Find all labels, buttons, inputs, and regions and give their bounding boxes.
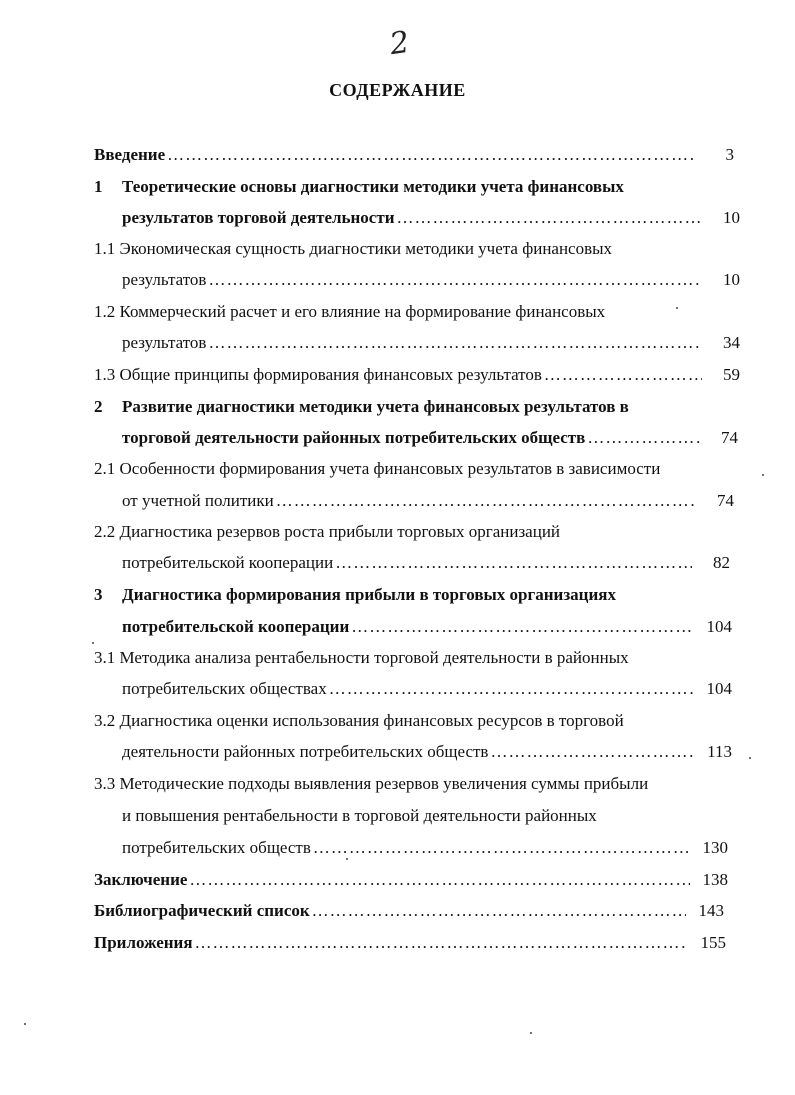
leader-dots bbox=[206, 268, 702, 292]
toc-entry-section-3-3 bbox=[122, 836, 728, 860]
scan-speck bbox=[24, 1023, 26, 1025]
scan-speck bbox=[92, 642, 94, 644]
toc-entry-section-1-2 bbox=[122, 331, 740, 355]
toc-page-number: 104 bbox=[706, 617, 732, 636]
toc-entry-section-3-2 bbox=[122, 740, 732, 764]
scan-speck bbox=[346, 858, 348, 860]
toc-section-title-line: 1.1 Экономическая сущность диагностики методики учета финансовых bbox=[94, 239, 613, 258]
leader-dots bbox=[274, 489, 696, 513]
toc-entry-label: от учетной политики bbox=[122, 491, 274, 510]
toc-entry-conclusion bbox=[94, 868, 728, 892]
toc-section-title-line: 3.2 Диагностика оценки использования финансовых ресурсов в торговой bbox=[94, 711, 624, 730]
toc-page-number: 34 bbox=[723, 333, 740, 352]
toc-section-title-line: 1.2 Коммерческий расчет и его влияние на формирование финансовых bbox=[94, 302, 606, 321]
leader-dots bbox=[333, 551, 692, 575]
toc-page-number: 130 bbox=[702, 838, 728, 857]
toc-page-number: 155 bbox=[700, 933, 726, 952]
toc-entry-section-1-3 bbox=[94, 363, 740, 387]
toc-chapter-number: 2 bbox=[94, 397, 103, 416]
toc-section-title-line: 3.1 Методика анализа рентабельности торговой деятельности в районных bbox=[94, 648, 629, 667]
toc-page-number: 143 bbox=[698, 901, 724, 920]
toc-entry-section-1-1 bbox=[122, 268, 740, 292]
toc-chapter-number: 3 bbox=[94, 585, 103, 604]
toc-page-number: 10 bbox=[723, 208, 740, 227]
toc-entry-section-2-2 bbox=[122, 551, 730, 575]
toc-entry-label: Приложения bbox=[94, 933, 193, 952]
leader-dots bbox=[395, 206, 703, 230]
toc-entry-section-2-1 bbox=[122, 489, 734, 513]
leader-dots bbox=[542, 363, 702, 387]
toc-entry-bibliography bbox=[94, 899, 724, 923]
toc-section-title-line: 2.2 Диагностика резервов роста прибыли торговых организаций bbox=[94, 522, 561, 541]
toc-entry-label: торговой деятельности районных потребительских обществ bbox=[122, 428, 586, 447]
leader-dots bbox=[310, 899, 686, 923]
toc-chapter-number: 1 bbox=[94, 177, 103, 196]
toc-chapter-title-line: Диагностика формирования прибыли в торговых организациях bbox=[122, 585, 616, 604]
toc-section-title-line: 2.1 Особенности формирования учета финансовых результатов в зависимости bbox=[94, 459, 661, 478]
toc-page-number: 113 bbox=[707, 742, 732, 761]
toc-entry-label: результатов bbox=[122, 270, 207, 289]
toc-entry-label: Введение bbox=[94, 145, 166, 164]
leader-dots bbox=[349, 615, 694, 639]
toc-section-title-line: 3.3 Методические подходы выявления резервов увеличения суммы прибыли bbox=[94, 774, 649, 793]
toc-page-number: 3 bbox=[725, 145, 734, 164]
toc-entry-label: деятельности районных потребительских обществ bbox=[122, 742, 489, 761]
toc-entry-label: потребительской кооперации bbox=[122, 553, 334, 572]
scan-speck bbox=[676, 307, 678, 309]
toc-entry-label: потребительских обществ bbox=[122, 838, 311, 857]
leader-dots bbox=[165, 143, 696, 167]
toc-page-number: 59 bbox=[723, 365, 740, 384]
toc-page-number: 104 bbox=[706, 679, 732, 698]
toc-entry-chapter-3 bbox=[122, 615, 732, 639]
toc-entry-label: 1.3 Общие принципы формирования финансовых результатов bbox=[94, 365, 542, 384]
leader-dots bbox=[488, 740, 694, 764]
toc-chapter-title-line: Теоретические основы диагностики методики учета финансовых bbox=[122, 177, 624, 196]
toc-entry-chapter-1 bbox=[122, 206, 740, 230]
toc-page-number: 82 bbox=[713, 553, 730, 572]
toc-entry-intro bbox=[94, 143, 734, 167]
toc-section-title-line: и повышения рентабельности в торговой деятельности районных bbox=[122, 806, 597, 825]
toc-entry-label: Библиографический список bbox=[94, 901, 310, 920]
toc-entry-label: Заключение bbox=[94, 870, 188, 889]
toc-entry-label: потребительских обществах bbox=[122, 679, 327, 698]
toc-entry-label: результатов bbox=[122, 333, 207, 352]
scan-speck bbox=[762, 474, 764, 476]
page-title: СОДЕРЖАНИЕ bbox=[329, 80, 466, 100]
toc-entry-chapter-2 bbox=[122, 426, 738, 450]
leader-dots bbox=[311, 836, 690, 860]
toc-entry-label: потребительской кооперации bbox=[122, 617, 350, 636]
leader-dots bbox=[206, 331, 702, 355]
leader-dots bbox=[327, 677, 694, 701]
leader-dots bbox=[585, 426, 700, 450]
toc-entry-appendices bbox=[94, 931, 726, 955]
leader-dots bbox=[193, 931, 688, 955]
toc-chapter-title-line: Развитие диагностики методики учета финансовых результатов в bbox=[122, 397, 629, 416]
scan-speck bbox=[749, 757, 751, 759]
page-number-handwritten: 2 bbox=[387, 24, 412, 63]
toc-page-number: 74 bbox=[717, 491, 734, 510]
toc-entry-label: результатов торговой деятельности bbox=[122, 208, 395, 227]
toc-entry-section-3-1 bbox=[122, 677, 732, 701]
scan-speck bbox=[530, 1032, 532, 1034]
toc-page-number: 138 bbox=[702, 870, 728, 889]
toc-page-number: 74 bbox=[721, 428, 738, 447]
toc-page-number: 10 bbox=[723, 270, 740, 289]
leader-dots bbox=[187, 868, 690, 892]
